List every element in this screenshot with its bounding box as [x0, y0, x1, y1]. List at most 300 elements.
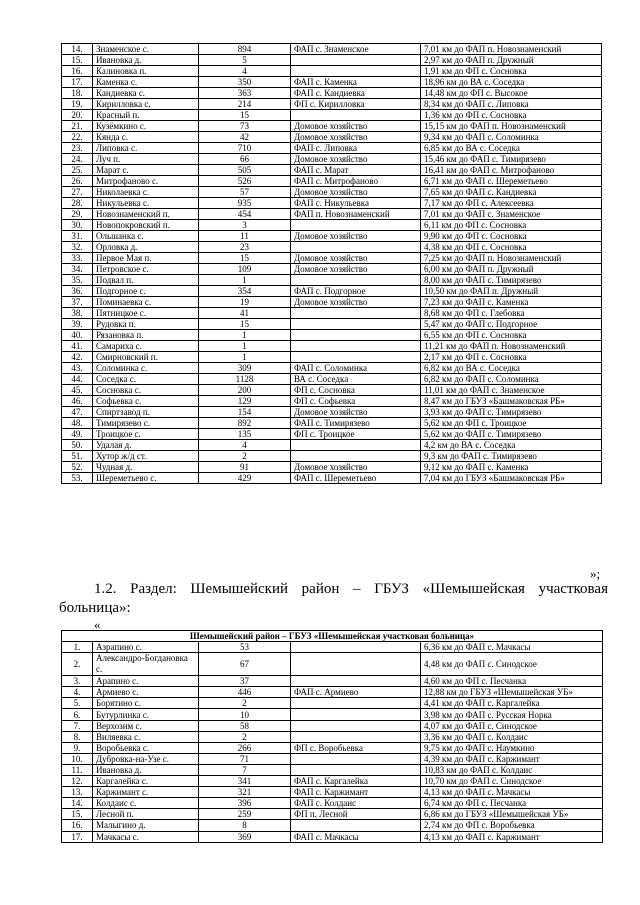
medical-facility: ФП п. Лесной — [291, 809, 421, 820]
population: 4 — [199, 66, 291, 77]
distance-to-facility: 6,11 км до ФП с. Сосновка — [421, 220, 602, 231]
table-row — [62, 341, 602, 352]
medical-facility: ФП с. Воробьевка — [291, 742, 421, 753]
settlement-name: Кяндa с. — [93, 132, 199, 143]
row-number: 6. — [62, 709, 93, 720]
population: 67 — [199, 653, 291, 676]
row-number: 28. — [62, 198, 93, 209]
table-row — [62, 264, 602, 275]
opening-quote: « — [94, 617, 101, 632]
row-number: 15. — [62, 809, 93, 820]
row-number: 32. — [62, 242, 93, 253]
row-number: 18. — [62, 88, 93, 99]
population: 214 — [199, 99, 291, 110]
row-number: 43. — [62, 363, 93, 374]
table-row — [62, 44, 602, 55]
table-row — [62, 352, 602, 363]
population: 41 — [199, 308, 291, 319]
settlement-name: Дубровка-на-Узе с. — [93, 753, 199, 764]
row-number: 30. — [62, 220, 93, 231]
row-number: 22. — [62, 132, 93, 143]
row-number: 50. — [62, 440, 93, 451]
row-number: 44. — [62, 374, 93, 385]
settlement-name: Соломинка с. — [93, 363, 199, 374]
population: 321 — [199, 787, 291, 798]
medical-facility — [291, 275, 421, 286]
row-number: 42. — [62, 352, 93, 363]
population: 10 — [199, 709, 291, 720]
distance-to-facility: 3,98 км до ФАП с. Русская Норка — [421, 709, 603, 720]
table-row — [62, 429, 602, 440]
distance-to-facility: 6,71 км до ФАП с. Шереметьево — [421, 176, 602, 187]
table-row — [62, 330, 602, 341]
row-number: 34. — [62, 264, 93, 275]
row-number: 31. — [62, 231, 93, 242]
table-row — [62, 776, 603, 787]
medical-facility: Домовое хозяйство — [291, 462, 421, 473]
distance-to-facility: 4,2 км до ВА с. Соседка — [421, 440, 602, 451]
distance-to-facility: 7,17 км до ФП с. Алексеевка — [421, 198, 602, 209]
population: 23 — [199, 242, 291, 253]
population: 369 — [199, 831, 291, 842]
row-number: 52. — [62, 462, 93, 473]
row-number: 40. — [62, 330, 93, 341]
medical-facility — [291, 352, 421, 363]
table-row — [62, 143, 602, 154]
medical-facility — [291, 642, 421, 653]
distance-to-facility: 16,41 км до ФАП с. Митрофаново — [421, 165, 602, 176]
settlement-name: Липовка с. — [93, 143, 199, 154]
medical-facility — [291, 820, 421, 831]
distance-to-facility: 4,41 км до ФАП с. Каргалейка — [421, 698, 603, 709]
row-number: 26. — [62, 176, 93, 187]
population: 129 — [199, 396, 291, 407]
table-row — [62, 363, 602, 374]
population: 354 — [199, 286, 291, 297]
distance-to-facility: 9,90 км до ФП с. Сосновка — [421, 231, 602, 242]
population: 15 — [199, 110, 291, 121]
settlements-table-shemysheyka — [61, 630, 603, 843]
table-row — [62, 77, 602, 88]
distance-to-facility: 4,60 км до ФП с. Песчанка — [421, 676, 603, 687]
distance-to-facility: 10,70 км до ФАП с. Синодское — [421, 776, 603, 787]
population: 2 — [199, 451, 291, 462]
population: 446 — [199, 687, 291, 698]
population: 15 — [199, 319, 291, 330]
medical-facility: ФАП с. Липовка — [291, 143, 421, 154]
distance-to-facility: 7,01 км до ФАП с. Знаменское — [421, 209, 602, 220]
table-row — [62, 286, 602, 297]
medical-facility — [291, 709, 421, 720]
population: 894 — [199, 44, 291, 55]
table-row — [62, 820, 603, 831]
row-number: 33. — [62, 253, 93, 264]
row-number: 15. — [62, 55, 93, 66]
row-number: 24. — [62, 154, 93, 165]
settlement-name: Виляевка с. — [93, 731, 199, 742]
medical-facility: ФАП с. Каменка — [291, 77, 421, 88]
table-row — [62, 720, 603, 731]
settlement-name: Подгорное с. — [93, 286, 199, 297]
row-number: 17. — [62, 831, 93, 842]
population: 1128 — [199, 374, 291, 385]
medical-facility: ФАП с. Каргалейка — [291, 776, 421, 787]
row-number: 7. — [62, 720, 93, 731]
table-row — [62, 176, 602, 187]
table-row — [62, 66, 602, 77]
medical-facility: Домовое хозяйство — [291, 407, 421, 418]
medical-facility: ФАП с. Соломинка — [291, 363, 421, 374]
population: 154 — [199, 407, 291, 418]
row-number: 10. — [62, 753, 93, 764]
row-number: 11. — [62, 764, 93, 775]
population: 15 — [199, 253, 291, 264]
population: 309 — [199, 363, 291, 374]
distance-to-facility: 6,85 км до ВА с. Соседка — [421, 143, 602, 154]
medical-facility — [291, 308, 421, 319]
population: 892 — [199, 418, 291, 429]
table-row — [62, 440, 602, 451]
table-row — [62, 110, 602, 121]
distance-to-facility: 6,36 км до ФАП с. Мачкасы — [421, 642, 603, 653]
distance-to-facility: 11,01 км до ФАП с. Знаменское — [421, 385, 602, 396]
population: 1 — [199, 275, 291, 286]
row-number: 35. — [62, 275, 93, 286]
distance-to-facility: 15,15 км до ФАП п. Новознаменский — [421, 121, 602, 132]
settlement-name: Борятино с. — [93, 698, 199, 709]
settlement-name: Новознаменский п. — [93, 209, 199, 220]
population: 53 — [199, 642, 291, 653]
settlement-name: Сосновка с. — [93, 385, 199, 396]
row-number: 48. — [62, 418, 93, 429]
distance-to-facility: 14,48 км до ФП с. Высокое — [421, 88, 602, 99]
population: 454 — [199, 209, 291, 220]
table-row — [62, 787, 603, 798]
medical-facility — [291, 451, 421, 462]
row-number: 36. — [62, 286, 93, 297]
population: 7 — [199, 764, 291, 775]
table-row — [62, 831, 603, 842]
medical-facility: Домовое хозяйство — [291, 231, 421, 242]
settlement-name: Никульевка с. — [93, 198, 199, 209]
population: 526 — [199, 176, 291, 187]
table-row — [62, 407, 602, 418]
settlement-name: Софьевка с. — [93, 396, 199, 407]
population: 259 — [199, 809, 291, 820]
settlement-name: Хутор ж/д ст. — [93, 451, 199, 462]
table-row — [62, 451, 602, 462]
distance-to-facility: 9,75 км до ФАП с. Наумкино — [421, 742, 603, 753]
population: 341 — [199, 776, 291, 787]
population: 4 — [199, 440, 291, 451]
distance-to-facility: 10,83 км до ФАП с. Колдаис — [421, 764, 603, 775]
medical-facility: ФАП с. Кандиевка — [291, 88, 421, 99]
distance-to-facility: 9,12 км до ФАП с. Каменка — [421, 462, 602, 473]
row-number: 16. — [62, 820, 93, 831]
medical-facility — [291, 55, 421, 66]
table-row — [62, 308, 602, 319]
row-number: 8. — [62, 731, 93, 742]
row-number: 20. — [62, 110, 93, 121]
row-number: 12. — [62, 776, 93, 787]
distance-to-facility: 8,00 км до ФАП с. Тимирязево — [421, 275, 602, 286]
settlement-name: Калиновка п. — [93, 66, 199, 77]
population: 2 — [199, 698, 291, 709]
row-number: 41. — [62, 341, 93, 352]
distance-to-facility: 2,74 км до ФП с. Воробьевка — [421, 820, 603, 831]
medical-facility: ФАП с. Марат — [291, 165, 421, 176]
population: 266 — [199, 742, 291, 753]
population: 1 — [199, 341, 291, 352]
medical-facility — [291, 330, 421, 341]
settlement-name: Троицкое с. — [93, 429, 199, 440]
row-number: 14. — [62, 44, 93, 55]
settlement-name: Малыгино д. — [93, 820, 199, 831]
table-row — [62, 154, 602, 165]
table-row — [62, 319, 602, 330]
medical-facility — [291, 242, 421, 253]
medical-facility — [291, 698, 421, 709]
population: 429 — [199, 473, 291, 484]
medical-facility: Домовое хозяйство — [291, 121, 421, 132]
distance-to-facility: 7,04 км до ГБУЗ «Башмаковская РБ» — [421, 473, 602, 484]
medical-facility — [291, 731, 421, 742]
settlement-name: Марат с. — [93, 165, 199, 176]
distance-to-facility: 1,91 км до ФП с. Сосновка — [421, 66, 602, 77]
table-row — [62, 473, 602, 484]
table-row — [62, 396, 602, 407]
settlement-name: Пятницкое с. — [93, 308, 199, 319]
settlement-name: Петровское с. — [93, 264, 199, 275]
medical-facility: ФАП с. Никульевка — [291, 198, 421, 209]
settlement-name: Шереметьево с. — [93, 473, 199, 484]
settlement-name: Мачкасы с. — [93, 831, 199, 842]
settlement-name: Азрапино с. — [93, 642, 199, 653]
distance-to-facility: 2,17 км до ФП с. Сосновка — [421, 352, 602, 363]
settlement-name: Тимирязево с. — [93, 418, 199, 429]
distance-to-facility: 9,34 км до ФАП с. Соломинка — [421, 132, 602, 143]
table-row — [62, 132, 602, 143]
settlement-name: Арапино с. — [93, 676, 199, 687]
medical-facility: ФАП с. Тимирязево — [291, 418, 421, 429]
population: 11 — [199, 231, 291, 242]
settlement-name: Кузёмкино с. — [93, 121, 199, 132]
medical-facility: ФАП п. Новознаменский — [291, 209, 421, 220]
population: 8 — [199, 820, 291, 831]
row-number: 29. — [62, 209, 93, 220]
table-row — [62, 642, 603, 653]
medical-facility: ФАП с. Мачкасы — [291, 831, 421, 842]
settlement-name: Чудная д. — [93, 462, 199, 473]
medical-facility — [291, 220, 421, 231]
population: 935 — [199, 198, 291, 209]
population: 58 — [199, 720, 291, 731]
distance-to-facility: 4,48 км до ФАП с. Синодское — [421, 653, 603, 676]
row-number: 3. — [62, 676, 93, 687]
distance-to-facility: 12,88 км до ГБУЗ «Шемышейская УБ» — [421, 687, 603, 698]
settlement-name: Верхозим с. — [93, 720, 199, 731]
population: 1 — [199, 352, 291, 363]
row-number: 51. — [62, 451, 93, 462]
distance-to-facility: 8,47 км до ГБУЗ «Башмаковская РБ» — [421, 396, 602, 407]
medical-facility: ФП с. Кирилловка — [291, 99, 421, 110]
settlement-name: Орловка д. — [93, 242, 199, 253]
settlement-name: Соседка с. — [93, 374, 199, 385]
settlement-name: Каменка с. — [93, 77, 199, 88]
settlements-table-bashmakovo — [61, 43, 602, 484]
distance-to-facility: 6,86 км до ГБУЗ «Шемышейская УБ» — [421, 809, 603, 820]
distance-to-facility: 6,00 км до ФАП п. Дружный — [421, 264, 602, 275]
population: 66 — [199, 154, 291, 165]
table-row — [62, 731, 603, 742]
medical-facility: ВА с. Соседка — [291, 374, 421, 385]
row-number: 46. — [62, 396, 93, 407]
table-row — [62, 88, 602, 99]
table-row — [62, 687, 603, 698]
distance-to-facility: 5,62 км до ФАП с. Тимирязево — [421, 429, 602, 440]
settlement-name: Колдаис с. — [93, 798, 199, 809]
table-row — [62, 187, 602, 198]
table-row — [62, 698, 603, 709]
table-row — [62, 209, 602, 220]
table-row — [62, 253, 602, 264]
medical-facility — [291, 764, 421, 775]
distance-to-facility: 4,13 км до ФАП с. Мачкасы — [421, 787, 603, 798]
table-row — [62, 676, 603, 687]
table-row — [62, 709, 603, 720]
section-heading-continuation: больница»: — [59, 600, 131, 616]
settlement-name: Ивановка д. — [93, 55, 199, 66]
table-caption-row — [62, 631, 603, 642]
medical-facility — [291, 720, 421, 731]
row-number: 16. — [62, 66, 93, 77]
table-row — [62, 653, 603, 676]
medical-facility: Домовое хозяйство — [291, 132, 421, 143]
settlement-name: Первое Мая п. — [93, 253, 199, 264]
settlement-name: Митрофаново с. — [93, 176, 199, 187]
settlement-name: Лесной п. — [93, 809, 199, 820]
population: 135 — [199, 429, 291, 440]
medical-facility: ФАП с. Каржимант — [291, 787, 421, 798]
settlement-name: Армиево с. — [93, 687, 199, 698]
row-number: 13. — [62, 787, 93, 798]
distance-to-facility: 5,47 км до ФАП с. Подгорное — [421, 319, 602, 330]
row-number: 25. — [62, 165, 93, 176]
population: 396 — [199, 798, 291, 809]
medical-facility — [291, 753, 421, 764]
table-row — [62, 242, 602, 253]
settlement-name: Поминаевка с. — [93, 297, 199, 308]
row-number: 27. — [62, 187, 93, 198]
medical-facility: ФАП с. Армиево — [291, 687, 421, 698]
distance-to-facility: 6,82 км до ВА с. Соседка — [421, 363, 602, 374]
population: 2 — [199, 731, 291, 742]
population: 42 — [199, 132, 291, 143]
row-number: 39. — [62, 319, 93, 330]
row-number: 5. — [62, 698, 93, 709]
settlement-name: Смирновский п. — [93, 352, 199, 363]
table-caption: Шемышейский район – ГБУЗ «Шемышейская участковая больница» — [62, 631, 603, 642]
row-number: 19. — [62, 99, 93, 110]
distance-to-facility: 11,21 км до ФАП п. Новознаменский — [421, 341, 602, 352]
population: 5 — [199, 55, 291, 66]
table-row — [62, 374, 602, 385]
distance-to-facility: 8,34 км до ФАП с. Липовка — [421, 99, 602, 110]
row-number: 4. — [62, 687, 93, 698]
table-row — [62, 462, 602, 473]
table-row — [62, 297, 602, 308]
table-row — [62, 742, 603, 753]
row-number: 1. — [62, 642, 93, 653]
row-number: 9. — [62, 742, 93, 753]
medical-facility: ФАП с. Митрофаново — [291, 176, 421, 187]
population: 73 — [199, 121, 291, 132]
distance-to-facility: 3,36 км до ФАП с. Колдаис — [421, 731, 603, 742]
medical-facility: Домовое хозяйство — [291, 187, 421, 198]
settlement-name: Ивановка д. — [93, 764, 199, 775]
table-row — [62, 418, 602, 429]
distance-to-facility: 1,36 км до ФП с. Сосновка — [421, 110, 602, 121]
settlement-name: Подвал п. — [93, 275, 199, 286]
medical-facility: Домовое хозяйство — [291, 264, 421, 275]
medical-facility — [291, 440, 421, 451]
section-heading: 1.2. Раздел: Шемышейский район – ГБУЗ «Шемышейская участковая — [94, 581, 608, 597]
table-row — [62, 798, 603, 809]
population: 3 — [199, 220, 291, 231]
table-row — [62, 764, 603, 775]
settlement-name: Знаменское с. — [93, 44, 199, 55]
table-row — [62, 55, 602, 66]
table-row — [62, 809, 603, 820]
medical-facility: Домовое хозяйство — [291, 154, 421, 165]
row-number: 47. — [62, 407, 93, 418]
table-body — [62, 631, 603, 843]
distance-to-facility: 4,07 км до ФАП с. Синодское — [421, 720, 603, 731]
medical-facility: ФП с. Сосновка — [291, 385, 421, 396]
table-row — [62, 198, 602, 209]
row-number: 14. — [62, 798, 93, 809]
distance-to-facility: 7,65 км до ФАП с. Кандиевка — [421, 187, 602, 198]
population: 37 — [199, 676, 291, 687]
settlement-name: Николаевка с. — [93, 187, 199, 198]
row-number: 53. — [62, 473, 93, 484]
distance-to-facility: 15,46 км до ФАП с. Тимирязево — [421, 154, 602, 165]
settlement-name: Бутурлинка с. — [93, 709, 199, 720]
distance-to-facility: 8,68 км до ФП с. Глебовка — [421, 308, 602, 319]
table-row — [62, 165, 602, 176]
settlement-name: Удалая д. — [93, 440, 199, 451]
settlement-name: Спиртзавод п. — [93, 407, 199, 418]
medical-facility: ФАП с. Шереметьево — [291, 473, 421, 484]
row-number: 45. — [62, 385, 93, 396]
medical-facility — [291, 110, 421, 121]
population: 57 — [199, 187, 291, 198]
distance-to-facility: 9,3 км до ФАП с. Тимирязево — [421, 451, 602, 462]
settlement-name: Каржимант с. — [93, 787, 199, 798]
population: 363 — [199, 88, 291, 99]
settlement-name: Александро-Богдановка с. — [93, 653, 199, 676]
medical-facility: Домовое хозяйство — [291, 253, 421, 264]
distance-to-facility: 10,50 км до ФАП п. Дружный — [421, 286, 602, 297]
population: 200 — [199, 385, 291, 396]
table-row — [62, 99, 602, 110]
distance-to-facility: 4,39 км до ФАП с. Каржимант — [421, 753, 603, 764]
table-body — [62, 44, 602, 484]
table-row — [62, 275, 602, 286]
population: 109 — [199, 264, 291, 275]
medical-facility — [291, 341, 421, 352]
settlement-name: Ольшанка с. — [93, 231, 199, 242]
